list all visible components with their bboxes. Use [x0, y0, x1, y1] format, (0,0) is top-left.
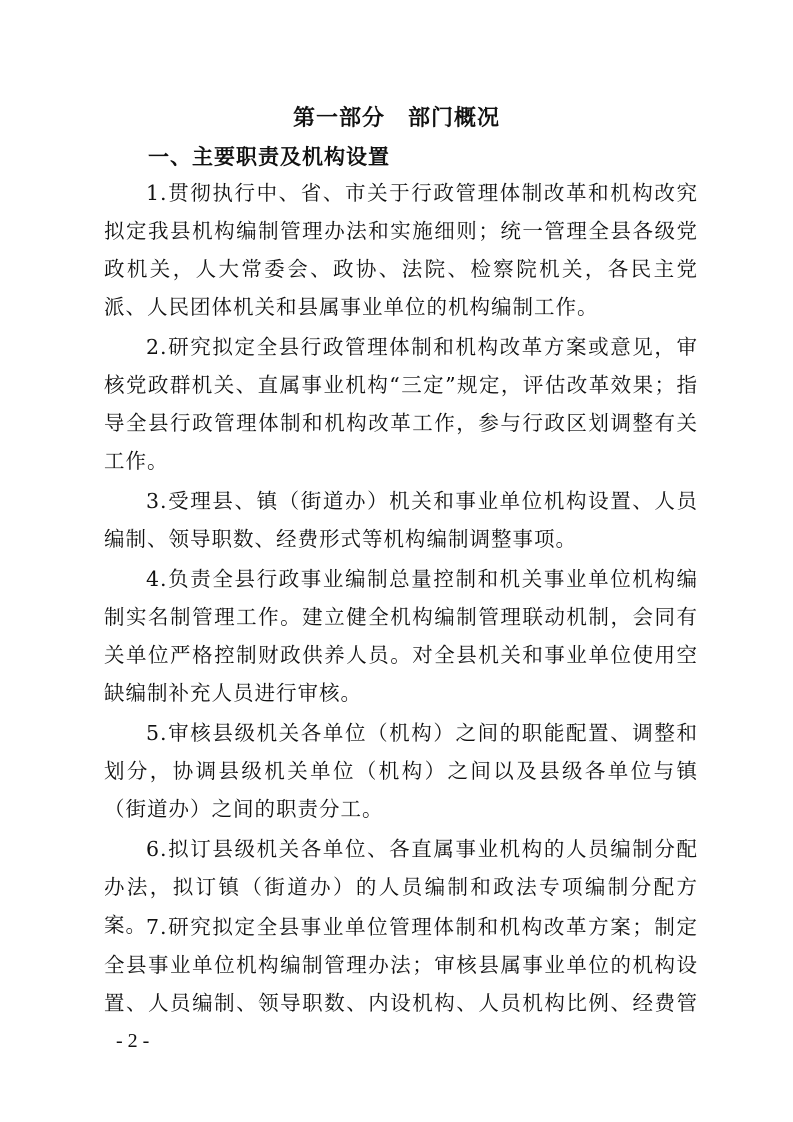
page-number: - 2 -: [116, 1030, 150, 1052]
section-heading: 一、主要职责及机构设置: [148, 144, 390, 169]
paragraph-duty-5: 5.审核县级机关各单位（机构）之间的职能配置、调整和划分，协调县级机关单位（机构）之间以及县级各单位与镇（街道办）之间的职责分工。: [104, 721, 698, 821]
paragraph-duty-1: 1.贯彻执行中、省、市关于行政管理体制改革和机构改究拟定我县机构编制管理办法和实施细则；统一管理全县各级党政机关，人大常委会、政协、法院、检察院机关，各民主党派、人民团体机关和县属事业单位的机构编制工作。: [104, 181, 698, 319]
paragraph-duty-4: 4.负责全县行政事业编制总量控制和机关事业单位机构编制实名制管理工作。建立健全机构编制管理联动机制，会同有关单位严格控制财政供养人员。对全县机关和事业单位使用空缺编制补充人员进行审核。: [104, 567, 698, 705]
paragraph-duty-6: 6.拟订县级机关各单位、各直属事业机构的人员编制分配办法，拟订镇（街道办）的人员编制和政法专项编制分配方案。: [104, 837, 698, 937]
paragraph-duty-2: 2.研究拟定全县行政管理体制和机构改革方案或意见，审核党政群机关、直属事业机构“三定”规定，评估改革效果；指导全县行政管理体制和机构改革工作，参与行政区划调整有关工作。: [104, 335, 698, 473]
document-title: 第一部分 部门概况: [292, 105, 500, 131]
paragraph-duty-7: 7.研究拟定全县事业单位管理体制和机构改革方案；制定全县事业单位机构编制管理办法；审核县属事业单位的机构设置、人员编制、领导职数、内设机构、人员机构比例、经费管: [104, 915, 698, 1015]
paragraph-duty-3: 3.受理县、镇（街道办）机关和事业单位机构设置、人员编制、领导职数、经费形式等机构编制调整事项。: [104, 489, 698, 551]
